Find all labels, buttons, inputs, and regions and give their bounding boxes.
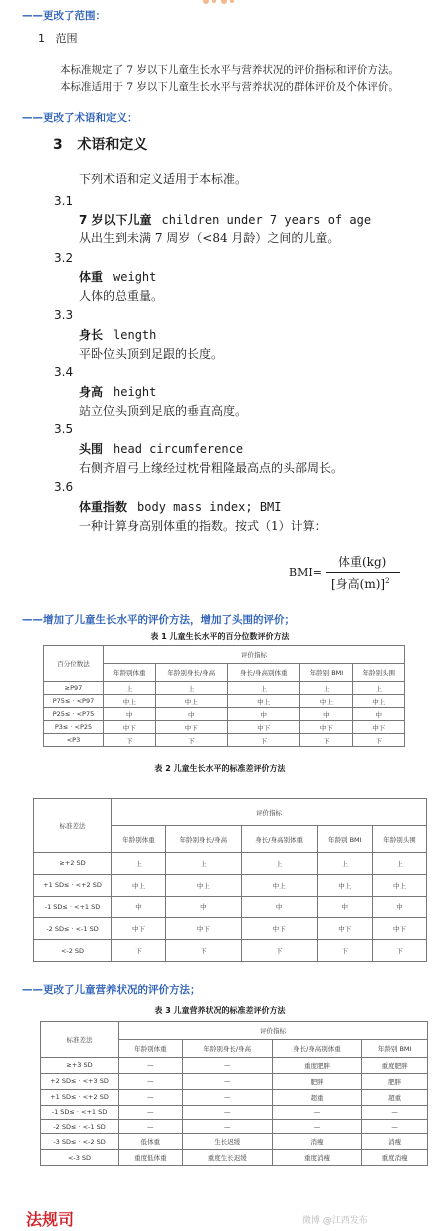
table-cell: 中下 [112,918,166,940]
decoration-dot [212,0,216,3]
term-title [79,211,371,228]
table-cell: 上 [165,853,241,875]
table-cell: — [182,1105,272,1119]
table-cell: — [119,1058,183,1074]
table-row [41,1119,428,1133]
scope-title: 范围 [55,32,78,45]
term-cn: 体重 [79,270,104,284]
term-title [79,383,156,400]
row-label: P3≤ · <P25 [44,721,104,734]
table-cell: 中 [353,708,405,721]
table-cell: 重度消瘦 [362,1150,428,1166]
decoration-dot [221,0,227,4]
table-cell: 中上 [227,695,299,708]
table-row [41,1089,428,1105]
table-cell: — [272,1119,362,1133]
table-3 [40,1021,428,1166]
table-cell: 中上 [104,695,156,708]
footer-logo: 法规司 [26,1210,75,1229]
table-3-title: 表 3 儿童营养状况的标准差评价方法 [154,1006,286,1015]
table-cell: — [272,1105,362,1119]
table-2-grouphead: 评价指标 [112,799,427,826]
table-cell: 中上 [317,874,372,896]
table-cell: — [182,1119,272,1133]
table-cell: 中 [165,896,241,918]
change-note-growth: ——增加了儿童生长水平的评价方法，增加了头围的评价； [22,614,295,626]
table-cell: 上 [112,853,166,875]
scope-line-1: 本标准规定了 7 岁以下儿童生长水平与营养状况的评价指标和评价方法。 [60,64,399,76]
section-3-title: 术语和定义 [77,137,148,153]
table-cell: 上 [373,853,427,875]
table-cell: — [182,1058,272,1074]
table-cell: 下 [155,734,227,747]
table-row [34,918,427,940]
table-cell: 中下 [165,918,241,940]
table-cell: 中 [373,896,427,918]
column-header: 年龄别体重 [104,664,156,682]
term-definition: 从出生到未满 7 周岁（<84 月龄）之间的儿童。 [79,231,340,245]
table-cell: 下 [300,734,353,747]
row-label: +2 SD≤ · <+3 SD [41,1073,119,1089]
table-cell: 下 [353,734,405,747]
table-2-rowhead: 标准差法 [34,799,112,853]
term-number: 3.2 [54,251,74,265]
table-cell: — [182,1089,272,1105]
table-cell: 上 [104,682,156,695]
table-cell: — [119,1073,183,1089]
table-cell: 中 [112,896,166,918]
table-cell: 重度消瘦 [272,1150,362,1166]
row-label: P75≤ · <P97 [44,695,104,708]
table-cell: 下 [104,734,156,747]
table-1 [43,645,405,747]
table-cell: 中上 [155,695,227,708]
column-header: 年龄别体重 [119,1040,183,1058]
term-title [79,268,156,285]
term-cn: 7 岁以下儿童 [79,213,152,227]
table-cell: 上 [300,682,353,695]
term-en: length [113,328,157,342]
table-cell: 肥胖 [272,1073,362,1089]
term-title [79,326,156,343]
table-row [34,940,427,962]
table-row [41,1134,428,1150]
table-row [41,1058,428,1074]
table-2-title: 表 2 儿童生长水平的标准差评价方法 [154,764,286,773]
scope-heading [38,30,78,46]
table-3-rowhead: 标准差法 [41,1022,119,1058]
table-cell: 中下 [373,918,427,940]
formula-fraction-bar [326,572,400,573]
term-cn: 头围 [79,442,104,456]
column-header: 年龄别身长/身高 [165,826,241,853]
table-row [44,734,405,747]
table-3-grouphead: 评价指标 [119,1022,428,1040]
table-cell: 下 [373,940,427,962]
row-label: ≥+3 SD [41,1058,119,1074]
table-cell: — [119,1089,183,1105]
table-cell: — [119,1105,183,1119]
table-cell: 重度肥胖 [362,1058,428,1074]
table-cell: — [362,1119,428,1133]
term-definition: 站立位头顶到足底的垂直高度。 [79,404,248,418]
table-cell: 中下 [317,918,372,940]
table-cell: 中上 [373,874,427,896]
table-cell: 中下 [353,721,405,734]
term-en: body mass index; BMI [137,500,282,514]
column-header: 年龄别 BMI [300,664,353,682]
table-1-grouphead: 评价指标 [104,646,405,664]
table-cell: 中 [227,708,299,721]
term-definition: 平卧位头顶到足跟的长度。 [79,347,224,361]
term-cn: 身高 [79,385,104,399]
change-note-scope: ——更改了范围： [22,10,106,22]
row-label: -2 SD≤ · <-1 SD [41,1119,119,1133]
table-cell: 消瘦 [272,1134,362,1150]
table-2 [33,798,427,962]
section-3-heading [53,134,147,154]
table-cell: 中上 [241,874,317,896]
table-cell: 下 [227,734,299,747]
table-cell: 上 [155,682,227,695]
row-label: +1 SD≤ · <+2 SD [41,1089,119,1105]
column-header: 年龄别身长/身高 [182,1040,272,1058]
table-row [44,682,405,695]
row-label: ≥+2 SD [34,853,112,875]
table-cell: 中下 [155,721,227,734]
decoration-dot [230,0,234,3]
table-row [44,708,405,721]
term-number: 3.1 [54,194,74,208]
table-row [41,1150,428,1166]
term-en: children under 7 years of age [161,213,372,227]
table-cell: 下 [317,940,372,962]
term-en: weight [113,270,157,284]
table-cell: 中上 [353,695,405,708]
term-title [79,440,243,457]
column-header: 年龄别 BMI [362,1040,428,1058]
table-cell: 中下 [300,721,353,734]
term-definition: 人体的总重量。 [79,289,164,303]
watermark: 微博 @江西发布 [302,1216,368,1226]
table-cell: 中 [241,896,317,918]
row-label: <-3 SD [41,1150,119,1166]
table-cell: 中下 [104,721,156,734]
table-cell: 消瘦 [362,1134,428,1150]
table-cell: 超重 [362,1089,428,1105]
column-header: 年龄别头围 [373,826,427,853]
column-header: 身长/身高别体重 [272,1040,362,1058]
table-row [34,896,427,918]
table-cell: 中上 [300,695,353,708]
table-cell: 重度生长迟缓 [182,1150,272,1166]
term-number: 3.4 [54,365,74,379]
row-label: -3 SD≤ · <-2 SD [41,1134,119,1150]
table-1-title: 表 1 儿童生长水平的百分位数评价方法 [150,632,290,641]
row-label: P25≤ · <P75 [44,708,104,721]
formula-denominator: [身高(m)]$^2$ [331,577,390,591]
column-header: 年龄别身长/身高 [155,664,227,682]
table-cell: 重度低体重 [119,1150,183,1166]
table-cell: 上 [227,682,299,695]
section-3-number: 3 [53,137,63,153]
column-header: 年龄别体重 [112,826,166,853]
term-definition: 一种计算身高别体重的指数。按式（1）计算： [79,519,327,533]
formula-numerator: 体重(kg) [338,555,387,569]
column-header: 身长/身高别体重 [227,664,299,682]
table-cell: 中上 [165,874,241,896]
scope-line-2: 本标准适用于 7 岁以下儿童生长水平与营养状况的群体评价及个体评价。 [60,81,399,93]
term-number: 3.3 [54,308,74,322]
row-label: -1 SD≤ · <+1 SD [34,896,112,918]
table-cell: 中 [104,708,156,721]
table-cell: 中 [300,708,353,721]
table-row [41,1105,428,1119]
term-en: height [113,385,157,399]
decoration-dot [203,0,209,4]
table-cell: 下 [241,940,317,962]
term-cn: 体重指数 [79,500,128,514]
table-cell: 中下 [227,721,299,734]
table-row [41,1073,428,1089]
row-label: ≥P97 [44,682,104,695]
table-cell: 中上 [112,874,166,896]
change-note-terms: ——更改了术语和定义： [22,112,138,124]
table-cell: — [119,1119,183,1133]
table-cell: 中 [317,896,372,918]
table-cell: — [362,1105,428,1119]
term-title [79,498,282,515]
term-en: head circumference [113,442,244,456]
table-row [44,695,405,708]
term-number: 3.5 [54,422,74,436]
formula-lhs: BMI= [289,566,322,579]
scope-number: 1 [38,32,45,45]
table-cell: 肥胖 [362,1073,428,1089]
term-number: 3.6 [54,480,74,494]
row-label: -1 SD≤ · <+1 SD [41,1105,119,1119]
table-cell: 生长迟缓 [182,1134,272,1150]
table-row [44,721,405,734]
term-definition: 右侧齐眉弓上缘经过枕骨粗隆最高点的头部周长。 [79,461,344,475]
row-label: -2 SD≤ · <-1 SD [34,918,112,940]
table-cell: 上 [241,853,317,875]
table-cell: 下 [112,940,166,962]
table-row [34,874,427,896]
column-header: 年龄别头围 [353,664,405,682]
column-header: 身长/身高别体重 [241,826,317,853]
term-cn: 身长 [79,328,104,342]
table-cell: 上 [317,853,372,875]
table-cell: 下 [165,940,241,962]
section-3-intro: 下列术语和定义适用于本标准。 [79,172,248,186]
change-note-nutrition: ——更改了儿童营养状况的评价方法； [22,984,201,996]
table-1-rowhead: 百分位数法 [44,646,104,682]
row-label: <P3 [44,734,104,747]
table-row [34,853,427,875]
row-label: +1 SD≤ · <+2 SD [34,874,112,896]
table-cell: 超重 [272,1089,362,1105]
table-cell: 中下 [241,918,317,940]
row-label: <-2 SD [34,940,112,962]
table-cell: 低体重 [119,1134,183,1150]
table-cell: — [182,1073,272,1089]
table-cell: 重度肥胖 [272,1058,362,1074]
column-header: 年龄别 BMI [317,826,372,853]
table-cell: 上 [353,682,405,695]
table-cell: 中 [155,708,227,721]
